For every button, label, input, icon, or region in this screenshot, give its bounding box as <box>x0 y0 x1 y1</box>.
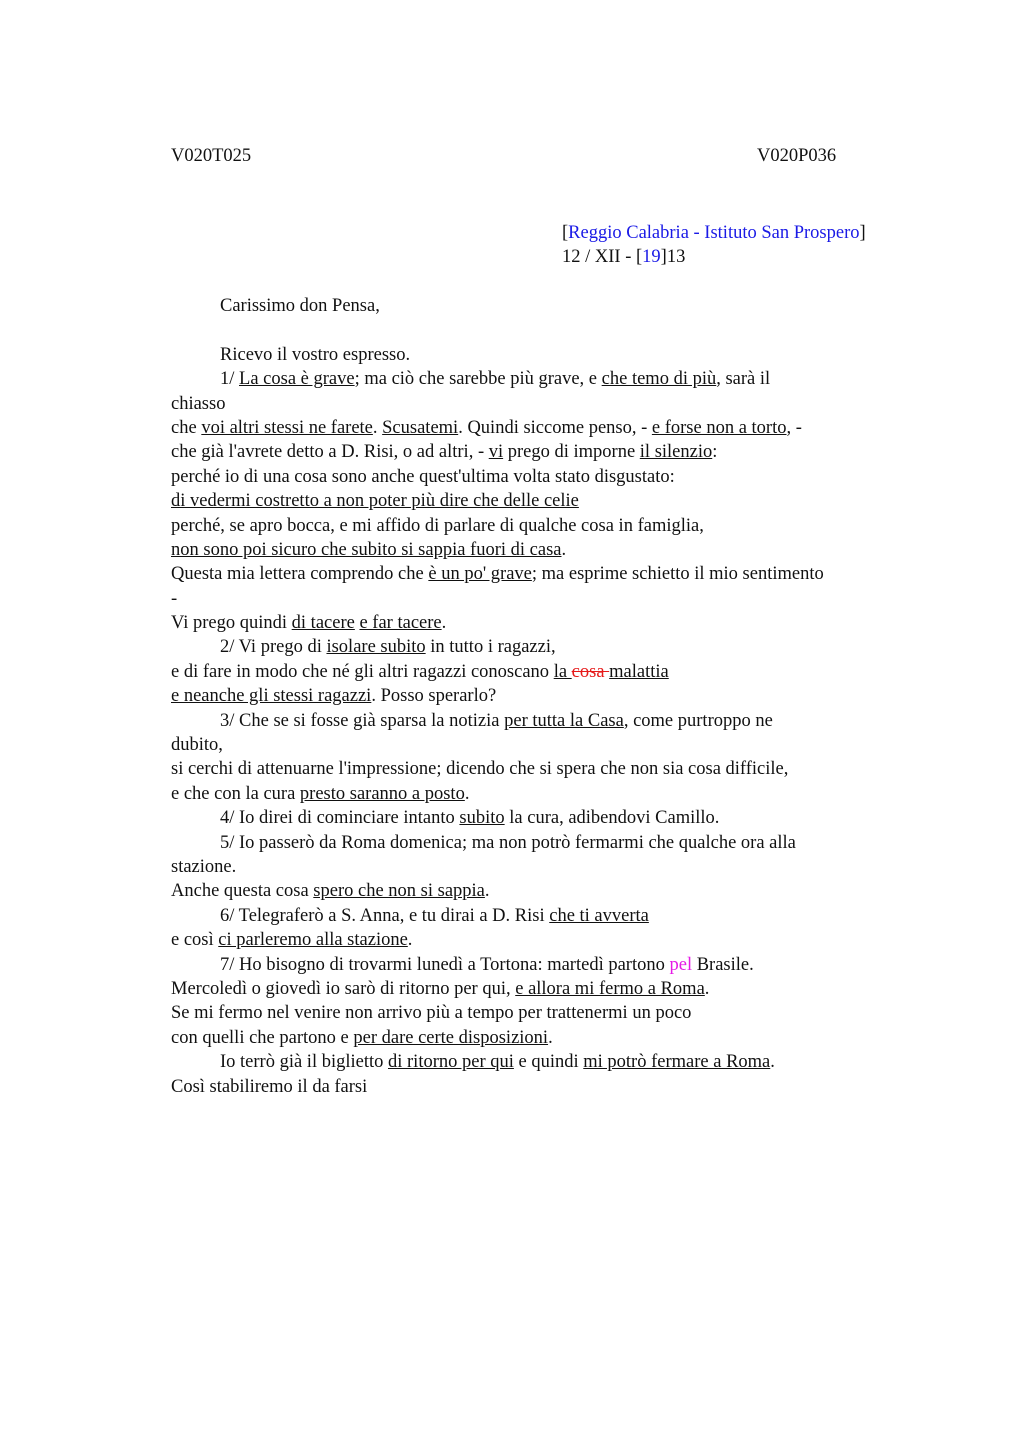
deleted-word: cosa <box>571 661 610 682</box>
place-date-block <box>562 221 866 270</box>
letter-line: 2/ Vi prego di isolare subito in tutto i ragazzi, <box>220 637 556 658</box>
letter-line: Ricevo il vostro espresso. <box>220 344 411 365</box>
letter-line: - <box>171 588 178 609</box>
document-code-right: V020P036 <box>757 146 837 166</box>
letter-line: con quelli che partono e per dare certe disposizioni. <box>171 1027 553 1048</box>
letter-line: stazione. <box>171 856 237 877</box>
date-year-fragment: 19 <box>642 247 661 268</box>
letter-line: e neanche gli stessi ragazzi. Posso sperarlo? <box>171 686 497 707</box>
letter-line: chiasso <box>171 393 226 414</box>
letter-body <box>171 294 911 1099</box>
letter-line: Se mi fermo nel venire non arrivo più a tempo per trattenermi un poco <box>171 1003 692 1024</box>
letter-line: Io terrò già il biglietto di ritorno per qui e quindi mi potrò fermare a Roma. <box>220 1052 775 1073</box>
date-line: 12 / XII - [19]13 <box>562 247 686 268</box>
letter-line: perché io di una cosa sono anche quest'ultima volta stato disgustato: <box>171 466 675 487</box>
letter-line: 1/ La cosa è grave; ma ciò che sarebbe più grave, e che temo di più, sarà il <box>220 369 771 390</box>
letter-line: 4/ Io direi di cominciare intanto subito la cura, adibendovi Camillo. <box>220 808 720 829</box>
letter-line: e di fare in modo che né gli altri ragazzi conoscano la cosa malattia <box>171 661 669 682</box>
place-location: Reggio Calabria - Istituto San Prospero <box>568 223 860 243</box>
letter-line: Mercoledì o giovedì io sarò di ritorno per qui, e allora mi fermo a Roma. <box>171 978 710 999</box>
highlighted-word: pel <box>669 954 693 975</box>
place-line: [Reggio Calabria - Istituto San Prospero] <box>562 223 866 243</box>
greeting: Carissimo don Pensa, <box>220 296 380 316</box>
letter-line: e così ci parleremo alla stazione. <box>171 930 413 951</box>
document-code-left: V020T025 <box>171 146 252 166</box>
letter-line: 7/ Ho bisogno di trovarmi lunedì a Tortona: martedì partono pel Brasile. <box>220 954 754 975</box>
letter-line: si cerchi di attenuarne l'impressione; dicendo che si spera che non sia cosa difficile, <box>171 759 789 780</box>
letter-line: di vedermi costretto a non poter più dire che delle celie <box>171 491 579 512</box>
letter-line: Anche questa cosa spero che non si sappia. <box>171 881 490 902</box>
letter-line: non sono poi sicuro che subito si sappia fuori di casa. <box>171 539 567 560</box>
letter-line: Questa mia lettera comprendo che è un po' grave; ma esprime schietto il mio sentimento <box>171 564 824 585</box>
letter-line: Vi prego quindi di tacere e far tacere. <box>171 613 447 634</box>
letter-line: che già l'avrete detto a D. Risi, o ad altri, - vi prego di imporne il silenzio: <box>171 442 718 463</box>
letter-line: che voi altri stessi ne farete. Scusatemi. Quindi siccome penso, - e forse non a torto, - <box>171 417 802 438</box>
letter-line: perché, se apro bocca, e mi affido di parlare di qualche cosa in famiglia, <box>171 515 704 536</box>
letter-line: Così stabiliremo il da farsi <box>171 1076 368 1097</box>
letter-line: 5/ Io passerò da Roma domenica; ma non potrò fermarmi che qualche ora alla <box>220 832 796 853</box>
letter-line: dubito, <box>171 735 223 756</box>
letter-line: e che con la cura presto saranno a posto. <box>171 783 470 804</box>
letter-line: 6/ Telegraferò a S. Anna, e tu dirai a D. Risi che ti avverta <box>220 905 649 926</box>
letter-line: 3/ Che se si fosse già sparsa la notizia per tutta la Casa, come purtroppo ne <box>220 710 773 731</box>
